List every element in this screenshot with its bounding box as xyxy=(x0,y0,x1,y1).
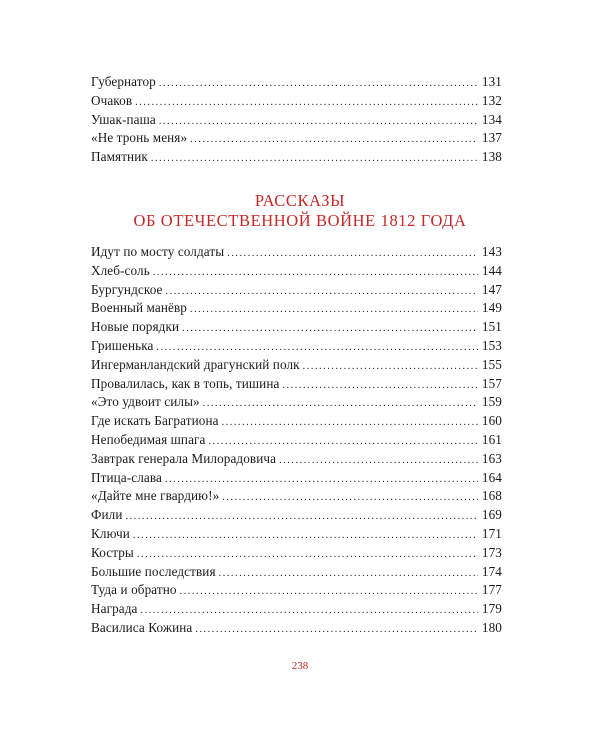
toc-entry xyxy=(91,412,502,431)
dot-leader xyxy=(153,264,478,283)
toc-entry-page: 161 xyxy=(481,431,502,447)
toc-entry-title: Губернатор xyxy=(91,74,156,89)
toc-entry-page: 164 xyxy=(481,469,502,485)
toc-entry-title: Провалилась, как в топь, тишина xyxy=(91,375,280,391)
toc-entry-title: Памятник xyxy=(91,149,148,165)
toc-entry xyxy=(91,337,502,356)
toc-entry-page: 163 xyxy=(481,450,502,466)
toc-entry-page: 147 xyxy=(481,281,502,297)
toc-entry xyxy=(91,262,502,281)
section-heading-line-1: РАССКАЗЫ xyxy=(254,191,346,210)
toc-entry-title: Бургундское xyxy=(91,281,163,297)
toc-entry-page: 160 xyxy=(481,413,502,429)
dot-leader xyxy=(180,583,478,602)
toc-entry-page: 143 xyxy=(481,244,502,259)
toc-entry xyxy=(91,73,502,92)
dot-leader xyxy=(195,621,478,640)
toc-entry-page: 132 xyxy=(481,92,502,108)
dot-leader xyxy=(182,320,478,339)
toc-entry-page: 137 xyxy=(481,130,502,146)
toc-entry xyxy=(91,581,502,600)
toc-entry-title: Фили xyxy=(91,507,123,523)
toc-entry-page: 179 xyxy=(481,601,502,617)
toc-entry xyxy=(91,243,502,262)
toc-entry xyxy=(91,525,502,544)
toc-entry xyxy=(91,393,502,412)
toc-list-second xyxy=(91,243,502,638)
dot-leader xyxy=(135,94,478,113)
dot-leader xyxy=(159,75,478,94)
dot-leader xyxy=(222,414,478,433)
toc-entry-title: Военный манёвр xyxy=(91,300,187,316)
toc-entry-page: 159 xyxy=(481,394,502,410)
section-heading-line-2: ОБ ОТЕЧЕСТВЕННОЙ ВОЙНЕ 1812 ГОДА xyxy=(133,211,467,230)
toc-entry-page: 168 xyxy=(481,488,502,504)
toc-entry-page: 173 xyxy=(481,544,502,560)
toc-entry-title: Ключи xyxy=(91,525,130,541)
toc-entry xyxy=(91,431,502,450)
toc-entry-page: 153 xyxy=(481,337,502,353)
dot-leader xyxy=(166,283,479,302)
toc-entry-page: 149 xyxy=(481,300,502,316)
toc-entry xyxy=(91,281,502,300)
toc-entry xyxy=(91,92,502,111)
toc-entry-page: 138 xyxy=(481,149,502,165)
toc-entry-page: 174 xyxy=(481,563,502,579)
toc-entry-title: Непобедимая шпага xyxy=(91,431,206,447)
dot-leader xyxy=(279,452,478,471)
dot-leader xyxy=(227,245,478,264)
toc-entry xyxy=(91,148,502,167)
toc-entry xyxy=(91,619,502,638)
toc-entry-page: 131 xyxy=(481,74,502,89)
toc-entry xyxy=(91,469,502,488)
toc-entry-page: 169 xyxy=(481,507,502,523)
toc-entry-page: 177 xyxy=(481,582,502,598)
dot-leader xyxy=(190,131,478,150)
toc-entry-page: 157 xyxy=(481,375,502,391)
toc-entry-page: 134 xyxy=(481,111,502,127)
toc-entry-page: 151 xyxy=(481,319,502,335)
toc-entry xyxy=(91,299,502,318)
toc-entry-title: «Не тронь меня» xyxy=(91,130,188,146)
toc-entry-page: 144 xyxy=(481,262,502,278)
toc-entry xyxy=(91,111,502,130)
toc-entry-title: Новые порядки xyxy=(91,319,180,335)
toc-entry-page: 180 xyxy=(481,619,502,635)
toc-entry-title: Большие последствия xyxy=(91,563,216,579)
toc-entry-title: Птица-слава xyxy=(91,469,162,485)
toc-entry xyxy=(91,375,502,394)
toc-entry xyxy=(91,450,502,469)
toc-entry xyxy=(91,129,502,148)
dot-leader xyxy=(219,565,478,584)
toc-entry xyxy=(91,318,502,337)
dot-leader xyxy=(151,150,478,169)
toc-entry xyxy=(91,506,502,525)
dot-leader xyxy=(222,489,478,508)
toc-entry-title: Награда xyxy=(91,601,138,617)
toc-entry-title: Костры xyxy=(91,544,134,560)
toc-entry-title: Идут по мосту солдаты xyxy=(91,244,225,259)
dot-leader xyxy=(282,377,478,396)
toc-entry-page: 155 xyxy=(481,356,502,372)
toc-entry-title: Туда и обратно xyxy=(91,582,177,598)
toc-entry-title: Василиса Кожина xyxy=(91,619,193,635)
dot-leader xyxy=(126,508,478,527)
toc-entry-title: «Это удвоит силы» xyxy=(91,394,200,410)
toc-entry-title: Хлеб-соль xyxy=(91,262,150,278)
toc-list-first xyxy=(91,73,502,167)
toc-entry-title: Гришенька xyxy=(91,337,154,353)
toc-entry-title: Ингерманландский драгунский полк xyxy=(91,356,300,372)
toc-entry xyxy=(91,600,502,619)
dot-leader xyxy=(133,527,478,546)
toc-entry xyxy=(91,563,502,582)
toc-entry-title: «Дайте мне гвардию!» xyxy=(91,488,220,504)
dot-leader xyxy=(203,395,478,414)
section-heading xyxy=(0,191,600,231)
toc-entry xyxy=(91,544,502,563)
toc-entry-title: Очаков xyxy=(91,92,133,108)
toc-entry-title: Ушак-паша xyxy=(91,111,156,127)
toc-entry-page: 171 xyxy=(481,525,502,541)
toc-entry-title: Завтрак генерала Милорадовича xyxy=(91,450,277,466)
page-number: 238 xyxy=(291,660,309,672)
toc-entry xyxy=(91,356,502,375)
toc-entry-title: Где искать Багратиона xyxy=(91,413,219,429)
dot-leader xyxy=(159,113,478,132)
toc-entry xyxy=(91,487,502,506)
dot-leader xyxy=(190,301,478,320)
dot-leader xyxy=(303,358,478,377)
